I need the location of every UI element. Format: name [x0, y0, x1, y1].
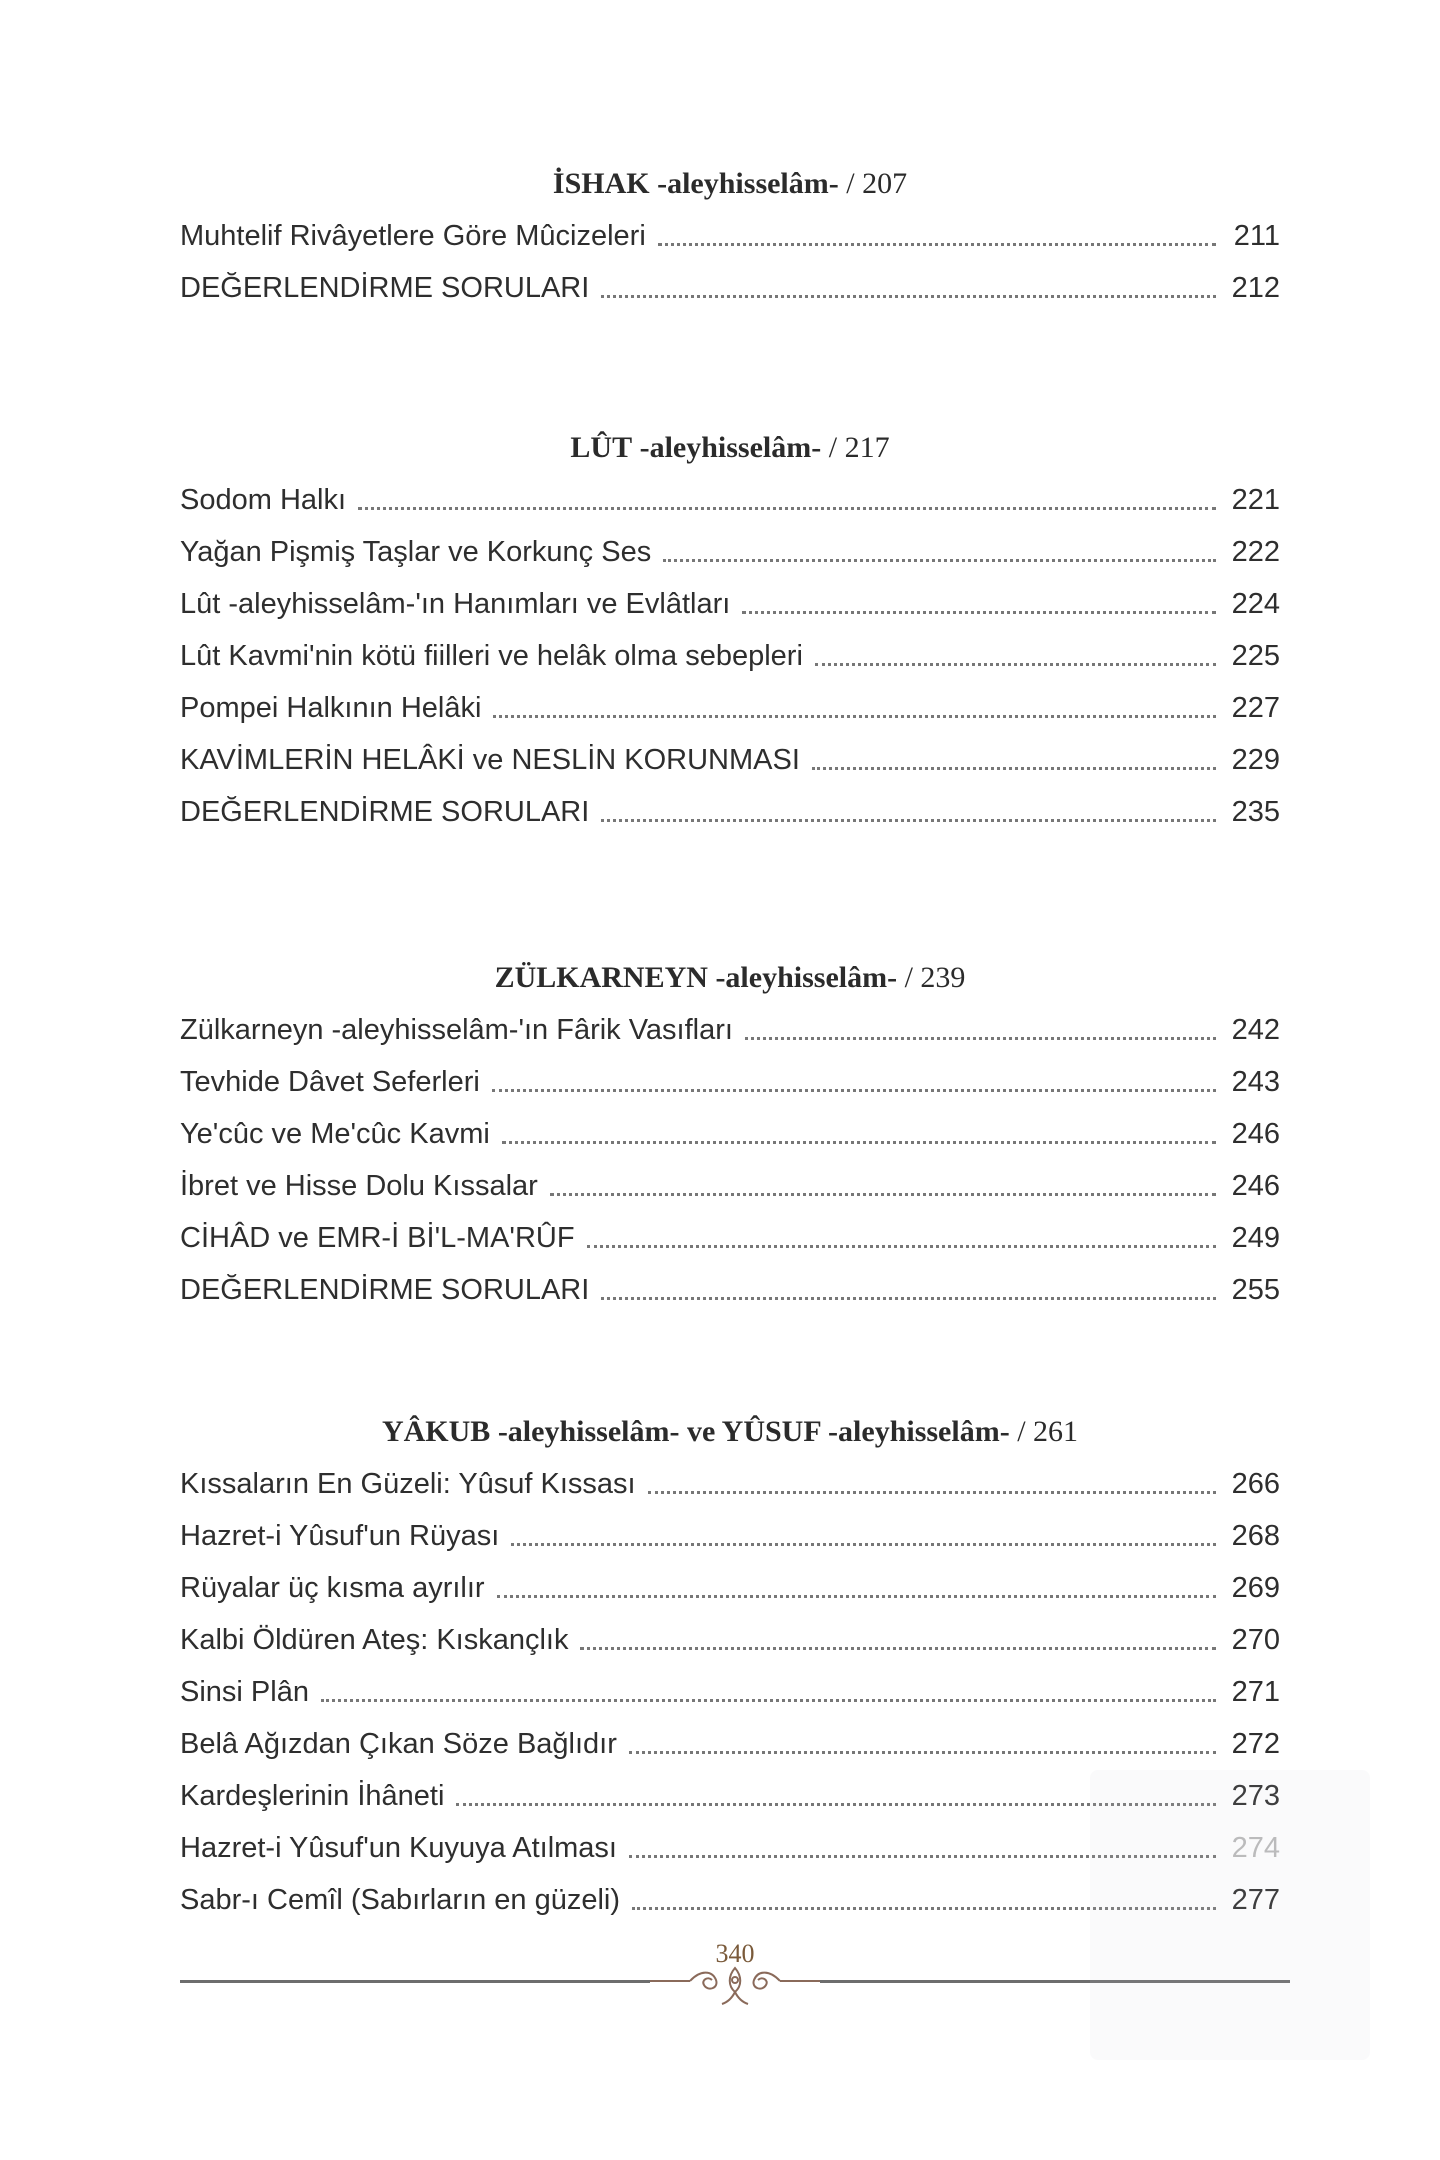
toc-entry[interactable] — [180, 1264, 1280, 1316]
dot-leader — [497, 1566, 1216, 1598]
dot-leader — [580, 1618, 1216, 1650]
entry-title: Rüyalar üç kısma ayrılır — [180, 1572, 485, 1604]
entry-title: Ye'cûc ve Me'cûc Kavmi — [180, 1118, 490, 1150]
toc-entry[interactable] — [180, 1458, 1280, 1510]
toc-entry[interactable] — [180, 1666, 1280, 1718]
dot-leader — [587, 1216, 1216, 1248]
section-title: İSHAK — [552, 167, 650, 200]
entry-title: Zülkarneyn -aleyhisselâm-'ın Fârik Vasıfları — [180, 1014, 733, 1046]
entry-title: KAVİMLERİN HELÂKİ ve NESLİN KORUNMASI — [180, 744, 800, 776]
entry-page: 235 — [1231, 796, 1280, 828]
entry-page: 272 — [1231, 1728, 1280, 1760]
entry-title: Kalbi Öldüren Ateş: Kıskançlık — [180, 1624, 569, 1656]
entry-title: Lût Kavmi'nin kötü fiilleri ve helâk olma sebepleri — [180, 640, 803, 672]
toc-entry[interactable] — [180, 474, 1280, 526]
entry-title: Kardeşlerinin İhâneti — [180, 1780, 445, 1812]
toc-section-ishak — [180, 158, 1280, 314]
entry-page: 273 — [1231, 1780, 1280, 1812]
dot-leader — [658, 214, 1216, 246]
toc-entry[interactable] — [180, 578, 1280, 630]
dot-leader — [493, 686, 1216, 718]
entry-title: Lût -aleyhisselâm-'ın Hanımları ve Evlâtları — [180, 588, 731, 620]
dot-leader — [601, 1268, 1216, 1300]
toc-entry[interactable] — [180, 526, 1280, 578]
entry-title: DEĞERLENDİRME SORULARI — [180, 272, 590, 304]
section-title-suffix: -aleyhisselâm- — [715, 961, 898, 994]
entry-page: 222 — [1231, 536, 1280, 568]
toc-entry[interactable] — [180, 1212, 1280, 1264]
dot-leader — [745, 1008, 1216, 1040]
dot-leader — [511, 1514, 1216, 1546]
toc-entry[interactable] — [180, 786, 1280, 838]
dot-leader — [815, 634, 1216, 666]
section-heading — [180, 158, 1280, 210]
toc-entry[interactable] — [180, 1108, 1280, 1160]
entry-page: 266 — [1231, 1468, 1280, 1500]
dot-leader — [550, 1164, 1216, 1196]
dot-leader — [663, 530, 1216, 562]
section-title-suffix: -aleyhisselâm- — [639, 431, 822, 464]
entry-title: Belâ Ağızdan Çıkan Söze Bağlıdır — [180, 1728, 617, 1760]
entry-title: Kıssaların En Güzeli: Yûsuf Kıssası — [180, 1468, 636, 1500]
entry-page: 249 — [1231, 1222, 1280, 1254]
entry-title: DEĞERLENDİRME SORULARI — [180, 1274, 590, 1306]
entry-title: CİHÂD ve EMR-İ Bİ'L-MA'RÛF — [180, 1222, 575, 1254]
toc-entry[interactable] — [180, 1614, 1280, 1666]
section-heading — [180, 1406, 1280, 1458]
section-title-suffix: -aleyhisselâm- ve YÛSUF -aleyhisselâm- — [497, 1415, 1010, 1448]
toc-entry[interactable] — [180, 210, 1280, 262]
section-start-page: / 261 — [1017, 1415, 1079, 1448]
toc-entry[interactable] — [180, 734, 1280, 786]
entry-page: 229 — [1231, 744, 1280, 776]
section-title: LÛT — [570, 431, 633, 464]
entry-page: 246 — [1231, 1118, 1280, 1150]
toc-entry[interactable] — [180, 262, 1280, 314]
dot-leader — [648, 1462, 1216, 1494]
section-start-page: / 217 — [828, 431, 890, 464]
entry-page: 268 — [1231, 1520, 1280, 1552]
entry-page: 255 — [1231, 1274, 1280, 1306]
entry-page: 227 — [1231, 692, 1280, 724]
toc-entry[interactable] — [180, 1510, 1280, 1562]
entry-page: 269 — [1231, 1572, 1280, 1604]
dot-leader — [321, 1670, 1216, 1702]
dot-leader — [812, 738, 1216, 770]
footer-rule-left — [180, 1980, 650, 1983]
dot-leader — [358, 478, 1216, 510]
page-number: 340 — [715, 1939, 755, 1968]
entry-title: Sabr-ı Cemîl (Sabırların en güzeli) — [180, 1884, 620, 1916]
entry-title: Sodom Halkı — [180, 484, 347, 516]
entry-title: Hazret-i Yûsuf'un Kuyuya Atılması — [180, 1832, 617, 1864]
entry-page: 246 — [1231, 1170, 1280, 1202]
entry-title: DEĞERLENDİRME SORULARI — [180, 796, 590, 828]
section-title: ZÜLKARNEYN — [494, 961, 708, 994]
entry-title: İbret ve Hisse Dolu Kıssalar — [180, 1170, 538, 1202]
dot-leader — [601, 790, 1216, 822]
toc-entry[interactable] — [180, 1004, 1280, 1056]
toc-entry[interactable] — [180, 630, 1280, 682]
entry-page: 271 — [1231, 1676, 1280, 1708]
watermark-logo — [1090, 1770, 1370, 2060]
section-start-page: / 239 — [904, 961, 966, 994]
section-heading — [180, 952, 1280, 1004]
entry-page: 224 — [1231, 588, 1280, 620]
entry-title: Yağan Pişmiş Taşlar ve Korkunç Ses — [180, 536, 652, 568]
toc-entry[interactable] — [180, 1160, 1280, 1212]
section-heading — [180, 422, 1280, 474]
entry-page: 243 — [1231, 1066, 1280, 1098]
dot-leader — [502, 1112, 1216, 1144]
toc-entry[interactable] — [180, 682, 1280, 734]
entry-page: 242 — [1231, 1014, 1280, 1046]
dot-leader — [601, 266, 1216, 298]
toc-entry[interactable] — [180, 1718, 1280, 1770]
section-title-suffix: -aleyhisselâm- — [657, 167, 839, 200]
entry-page: 212 — [1231, 272, 1280, 304]
entry-title: Pompei Halkının Helâki — [180, 692, 482, 724]
section-start-page: / 207 — [846, 167, 908, 200]
entry-page: 274 — [1231, 1832, 1280, 1864]
toc-section-zulkarneyn — [180, 952, 1280, 1316]
toc-section-lut — [180, 422, 1280, 838]
entry-title: Sinsi Plân — [180, 1676, 309, 1708]
toc-entry[interactable] — [180, 1562, 1280, 1614]
entry-title: Tevhide Dâvet Seferleri — [180, 1066, 480, 1098]
entry-page: 225 — [1231, 640, 1280, 672]
entry-page: 277 — [1231, 1884, 1280, 1916]
section-title: YÂKUB — [381, 1415, 491, 1448]
dot-leader — [629, 1722, 1216, 1754]
toc-entry[interactable] — [180, 1056, 1280, 1108]
entry-title: Hazret-i Yûsuf'un Rüyası — [180, 1520, 500, 1552]
dot-leader — [492, 1060, 1216, 1092]
entry-page: 270 — [1231, 1624, 1280, 1656]
ornament-flourish-icon — [650, 1962, 820, 2008]
entry-title: Muhtelif Rivâyetlere Göre Mûcizeleri — [180, 220, 646, 252]
entry-page: 211 — [1233, 220, 1280, 252]
dot-leader — [742, 582, 1216, 614]
entry-page: 221 — [1231, 484, 1280, 516]
